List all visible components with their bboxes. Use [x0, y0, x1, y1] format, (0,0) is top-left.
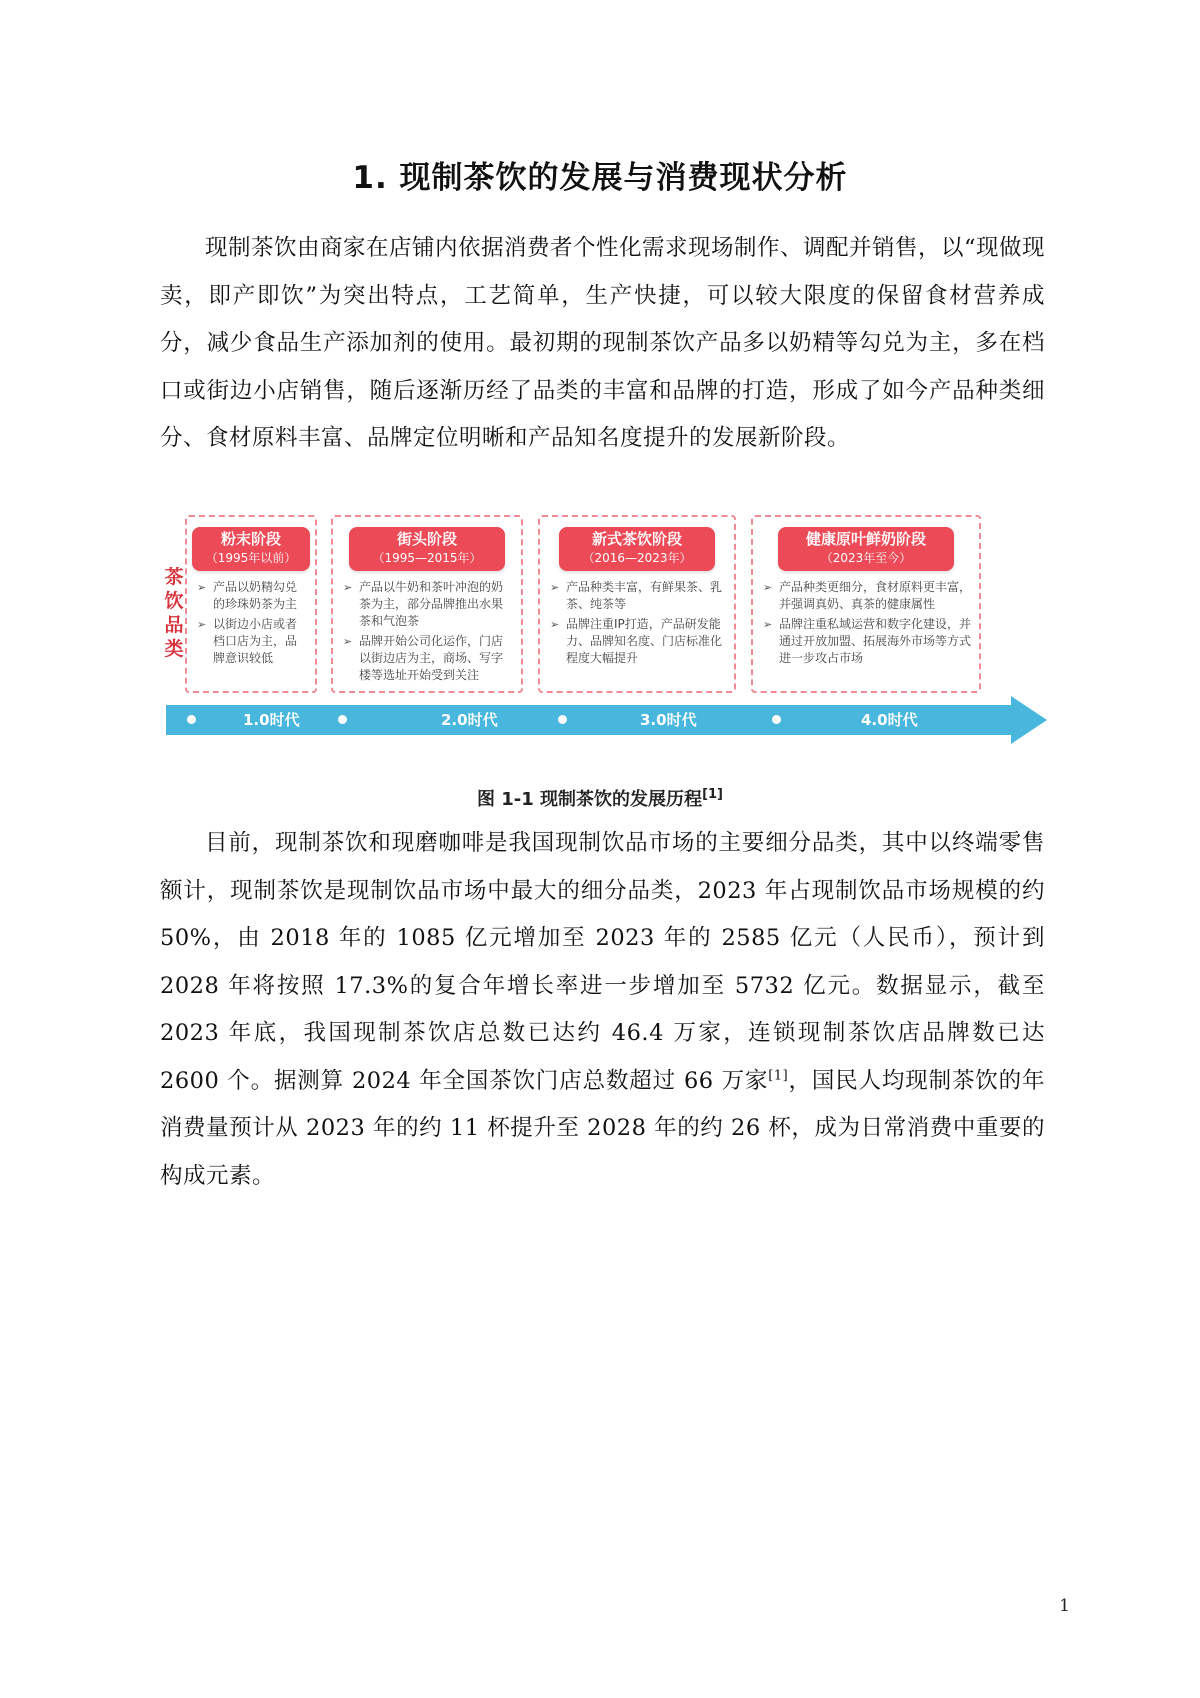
market-paragraph-text-end: ，国民人均现制茶饮的年消费量预计从 2023 年的约 11 杯提升至 2028 年的约 26 杯，成为日常消费中重要的构成元素。: [160, 1067, 1045, 1189]
stage-header-1: [192, 527, 310, 571]
stage-bullet: ➢ 产品种类丰富，有鲜果茶、乳茶、纯茶等: [550, 579, 726, 613]
stage-years: （1995—2015年）: [372, 551, 482, 565]
stage-header-3: [559, 527, 715, 571]
stage-bullets: [343, 579, 513, 687]
era-label-4: 4.0时代: [861, 711, 918, 729]
timeline-dot: [558, 715, 567, 724]
caption-reference: [1]: [702, 787, 723, 802]
era-label-1: 1.0时代: [243, 711, 300, 729]
stage-name: 街头阶段: [396, 530, 457, 548]
market-paragraph: [160, 820, 1045, 1200]
stage-years: （2016—2023年）: [582, 551, 692, 565]
stage-bullet: ➢ 品牌注重私域运营和数字化建设，并通过开放加盟、拓展海外市场等方式进一步攻占市场: [763, 616, 971, 667]
stage-bullets: [197, 579, 307, 670]
stage-name: 健康原叶鲜奶阶段: [805, 530, 926, 548]
caption-text: 图 1-1 现制茶饮的发展历程: [477, 789, 703, 810]
era-label-3: 3.0时代: [640, 711, 697, 729]
stage-bullets: [763, 579, 971, 670]
figure-caption: [0, 785, 1200, 811]
stage-card-4: [751, 515, 981, 693]
stage-bullets: [550, 579, 726, 670]
stage-years: （2023年至今）: [820, 551, 912, 565]
timeline-dot: [772, 715, 781, 724]
stage-bullet: ➢ 品牌注重IP打造，产品研发能力、品牌知名度、门店标准化程度大幅提升: [550, 616, 726, 667]
page-number: 1: [1059, 1596, 1070, 1616]
timeline-dot: [187, 715, 196, 724]
timeline-dot: [338, 715, 347, 724]
stage-card-3: [538, 515, 736, 693]
timeline-arrow-head: [1011, 696, 1047, 744]
development-timeline-figure: [163, 515, 1043, 760]
tea-category-label: [163, 565, 185, 661]
stage-bullet: ➢ 产品种类更细分，食材原料更丰富，并强调真奶、真茶的健康属性: [763, 579, 971, 613]
stage-header-4: [778, 527, 954, 571]
stage-name: 新式茶饮阶段: [591, 530, 682, 548]
stage-card-1: [185, 515, 317, 693]
stage-card-2: [331, 515, 523, 693]
citation-reference: [1]: [768, 1068, 789, 1083]
intro-paragraph: 现制茶饮由商家在店铺内依据消费者个性化需求现场制作、调配并销售，以“现做现卖，即产即饮”为突出特点，工艺简单，生产快捷，可以较大限度的保留食材营养成分，减少食品生产添加剂的使用。最初期的现制茶饮产品多以奶精等勾兑为主，多在档口或街边小店销售，随后逐渐历经了品类的丰富和品牌的打造，形成了如今产品种类细分、食材原料丰富、品牌定位明晰和产品知名度提升的发展新阶段。: [160, 235, 1046, 451]
market-paragraph-text: 目前，现制茶饮和现磨咖啡是我国现制饮品市场的主要细分品类，其中以终端零售额计，现制茶饮是现制饮品市场中最大的细分品类，2023 年占现制饮品市场规模的约 50%，由 2018 年的 1085 亿元增加至 2023 年的 2585 亿元（人民币），预计到 2028 年将按照 17.3%的复合年增长率进一步增加至 5732 亿元。数据显示，截至 2023 年底，我国现制茶饮店总数已达约 46.4 万家，连锁现制茶饮店品牌数已达 2600 个。据测算 2024 年全国茶饮门店总数超过 66 万家: [160, 830, 1045, 1094]
stage-bullet: ➢ 产品以牛奶和茶叶冲泡的奶茶为主，部分品牌推出水果茶和气泡茶: [343, 579, 513, 630]
stage-bullet: ➢ 品牌开始公司化运作，门店以街边店为主，商场、写字楼等选址开始受到关注: [343, 633, 513, 684]
stage-name: 粉末阶段: [220, 530, 281, 548]
side-label-text: 茶饮品类: [164, 566, 184, 660]
stage-header-2: [349, 527, 505, 571]
stage-bullet: ➢ 产品以奶精勾兑的珍珠奶茶为主: [197, 579, 307, 613]
stage-years: （1995年以前）: [205, 551, 297, 565]
stage-bullet: ➢ 以街边小店或者档口店为主，品牌意识较低: [197, 616, 307, 667]
section-title: 1. 现制茶饮的发展与消费现状分析: [352, 160, 848, 196]
era-label-2: 2.0时代: [441, 711, 498, 729]
